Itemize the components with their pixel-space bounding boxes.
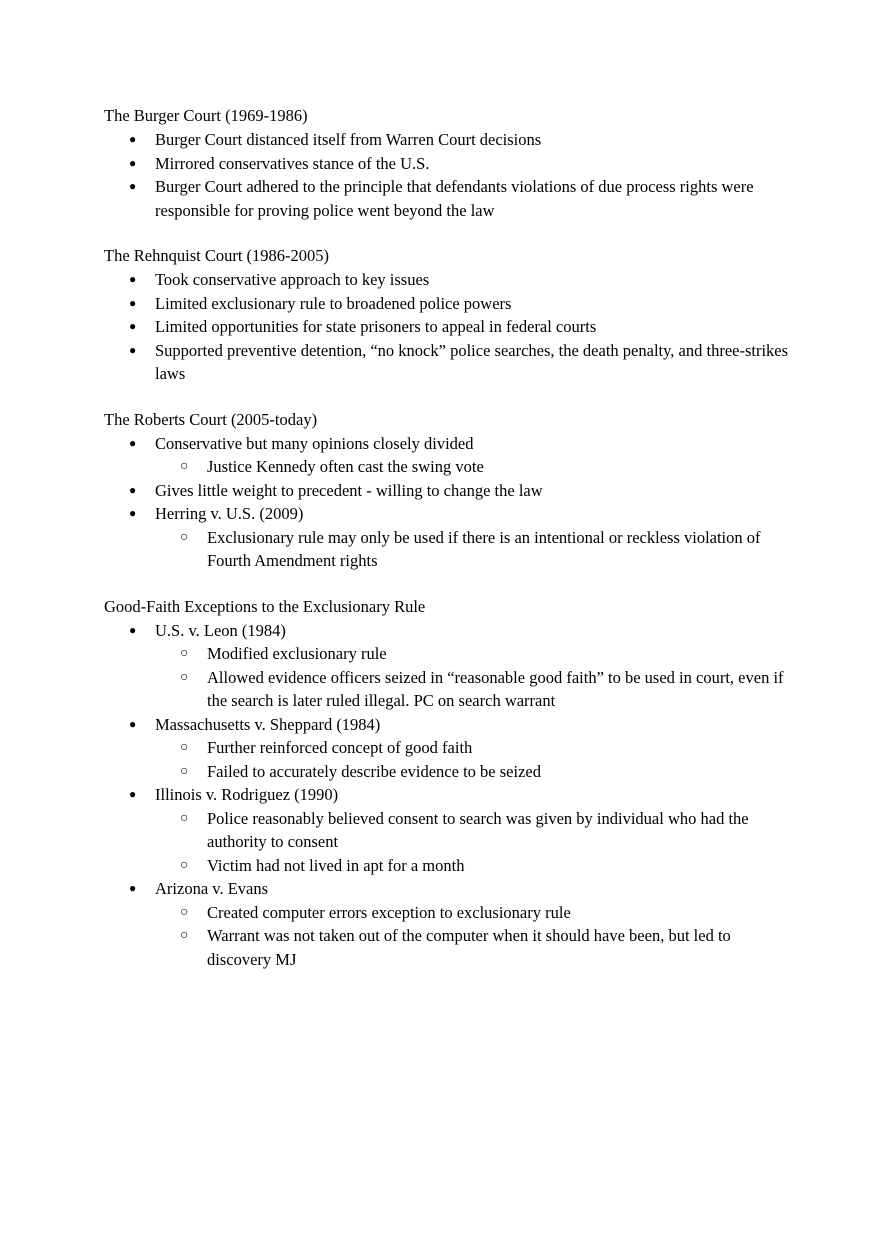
- sub-list-item: ○ Warrant was not taken out of the computer when it should have been, but led to discovery MJ: [180, 926, 731, 969]
- section-roberts-court: [104, 408, 794, 573]
- list-item: ● Burger Court distanced itself from Warren Court decisions: [104, 128, 794, 152]
- bullet-list: [104, 128, 794, 222]
- section-heading: The Burger Court (1969-1986): [104, 106, 308, 125]
- hollow-bullet-icon: ○: [180, 904, 189, 920]
- hollow-bullet-icon: ○: [180, 740, 189, 755]
- section-burger-court: [104, 104, 794, 222]
- sub-list-item: ○ Police reasonably believed consent to search was given by individual who had the authority to consent: [180, 808, 749, 851]
- sub-list-item: ○ Allowed evidence officers seized in “reasonable good faith” to be used in court, even if the search is later ruled illegal. PC on search warrant: [180, 667, 784, 710]
- bullet-icon: ●: [129, 319, 137, 333]
- bullet-icon: ●: [129, 506, 137, 520]
- list-item: ● Limited exclusionary rule to broadened police powers: [104, 292, 794, 316]
- list-item: ● U.S. v. Leon (1984): [104, 619, 794, 643]
- list-item: ● Limited opportunities for state prisoners to appeal in federal courts: [104, 315, 794, 339]
- bullet-icon: ●: [129, 716, 137, 731]
- list-item: ● Arizona v. Evans: [104, 877, 794, 901]
- sub-list-item: ○ Failed to accurately describe evidence to be seized: [104, 760, 794, 784]
- list-item: ● Conservative but many opinions closely divided: [104, 432, 794, 456]
- sub-list-item: ○ Exclusionary rule may only be used if there is an intentional or reckless violation of Fourth Amendment rights: [180, 527, 761, 570]
- bullet-list: [104, 432, 794, 573]
- bullet-list: [104, 619, 794, 972]
- bullet-icon: ●: [129, 295, 137, 310]
- list-item: ● Illinois v. Rodriguez (1990): [104, 783, 794, 807]
- bullet-icon: ●: [129, 132, 137, 146]
- bullet-icon: ●: [129, 342, 137, 357]
- list-item: ● Massachusetts v. Sheppard (1984): [104, 713, 794, 737]
- bullet-icon: ●: [129, 435, 137, 450]
- bullet-icon: ●: [129, 482, 137, 497]
- hollow-bullet-icon: ○: [180, 669, 189, 685]
- hollow-bullet-icon: ○: [180, 459, 189, 474]
- hollow-bullet-icon: ○: [180, 529, 189, 545]
- bullet-icon: ●: [129, 179, 137, 193]
- section-good-faith-exceptions: [104, 595, 794, 972]
- bullet-icon: ●: [129, 272, 137, 286]
- list-item: ● Gives little weight to precedent - willing to change the law: [104, 479, 794, 503]
- sub-list-item: ○ Justice Kennedy often cast the swing vote: [104, 455, 794, 479]
- bullet-icon: ●: [129, 881, 137, 895]
- hollow-bullet-icon: ○: [180, 763, 189, 779]
- sub-list-item: ○ Victim had not lived in apt for a month: [104, 854, 794, 878]
- bullet-icon: ●: [129, 787, 137, 801]
- hollow-bullet-icon: ○: [180, 928, 189, 943]
- sub-list-item: ○ Modified exclusionary rule: [104, 642, 794, 666]
- bullet-icon: ●: [129, 155, 137, 170]
- list-item: ● Mirrored conservatives stance of the U.S.: [104, 152, 794, 176]
- section-heading: The Roberts Court (2005-today): [104, 409, 318, 429]
- list-item: ● Burger Court adhered to the principle that defendants violations of due process rights were responsible for proving police went beyond the law: [129, 177, 754, 220]
- document-page: [104, 104, 794, 993]
- hollow-bullet-icon: ○: [180, 857, 189, 873]
- hollow-bullet-icon: ○: [180, 810, 189, 826]
- bullet-icon: ●: [129, 622, 137, 637]
- section-rehnquist-court: [104, 244, 794, 386]
- list-item: ● Supported preventive detention, “no knock” police searches, the death penalty, and three-strikes laws: [129, 340, 789, 383]
- section-heading: Good-Faith Exceptions to the Exclusionary Rule: [104, 596, 426, 616]
- list-item: ● Took conservative approach to key issues: [104, 268, 794, 292]
- sub-list-item: ○ Created computer errors exception to exclusionary rule: [104, 901, 794, 925]
- sub-list-item: ○ Further reinforced concept of good faith: [104, 736, 794, 760]
- list-item: ● Herring v. U.S. (2009): [104, 502, 794, 526]
- section-heading: The Rehnquist Court (1986-2005): [104, 246, 330, 265]
- hollow-bullet-icon: ○: [180, 646, 189, 661]
- bullet-list: [104, 268, 794, 386]
